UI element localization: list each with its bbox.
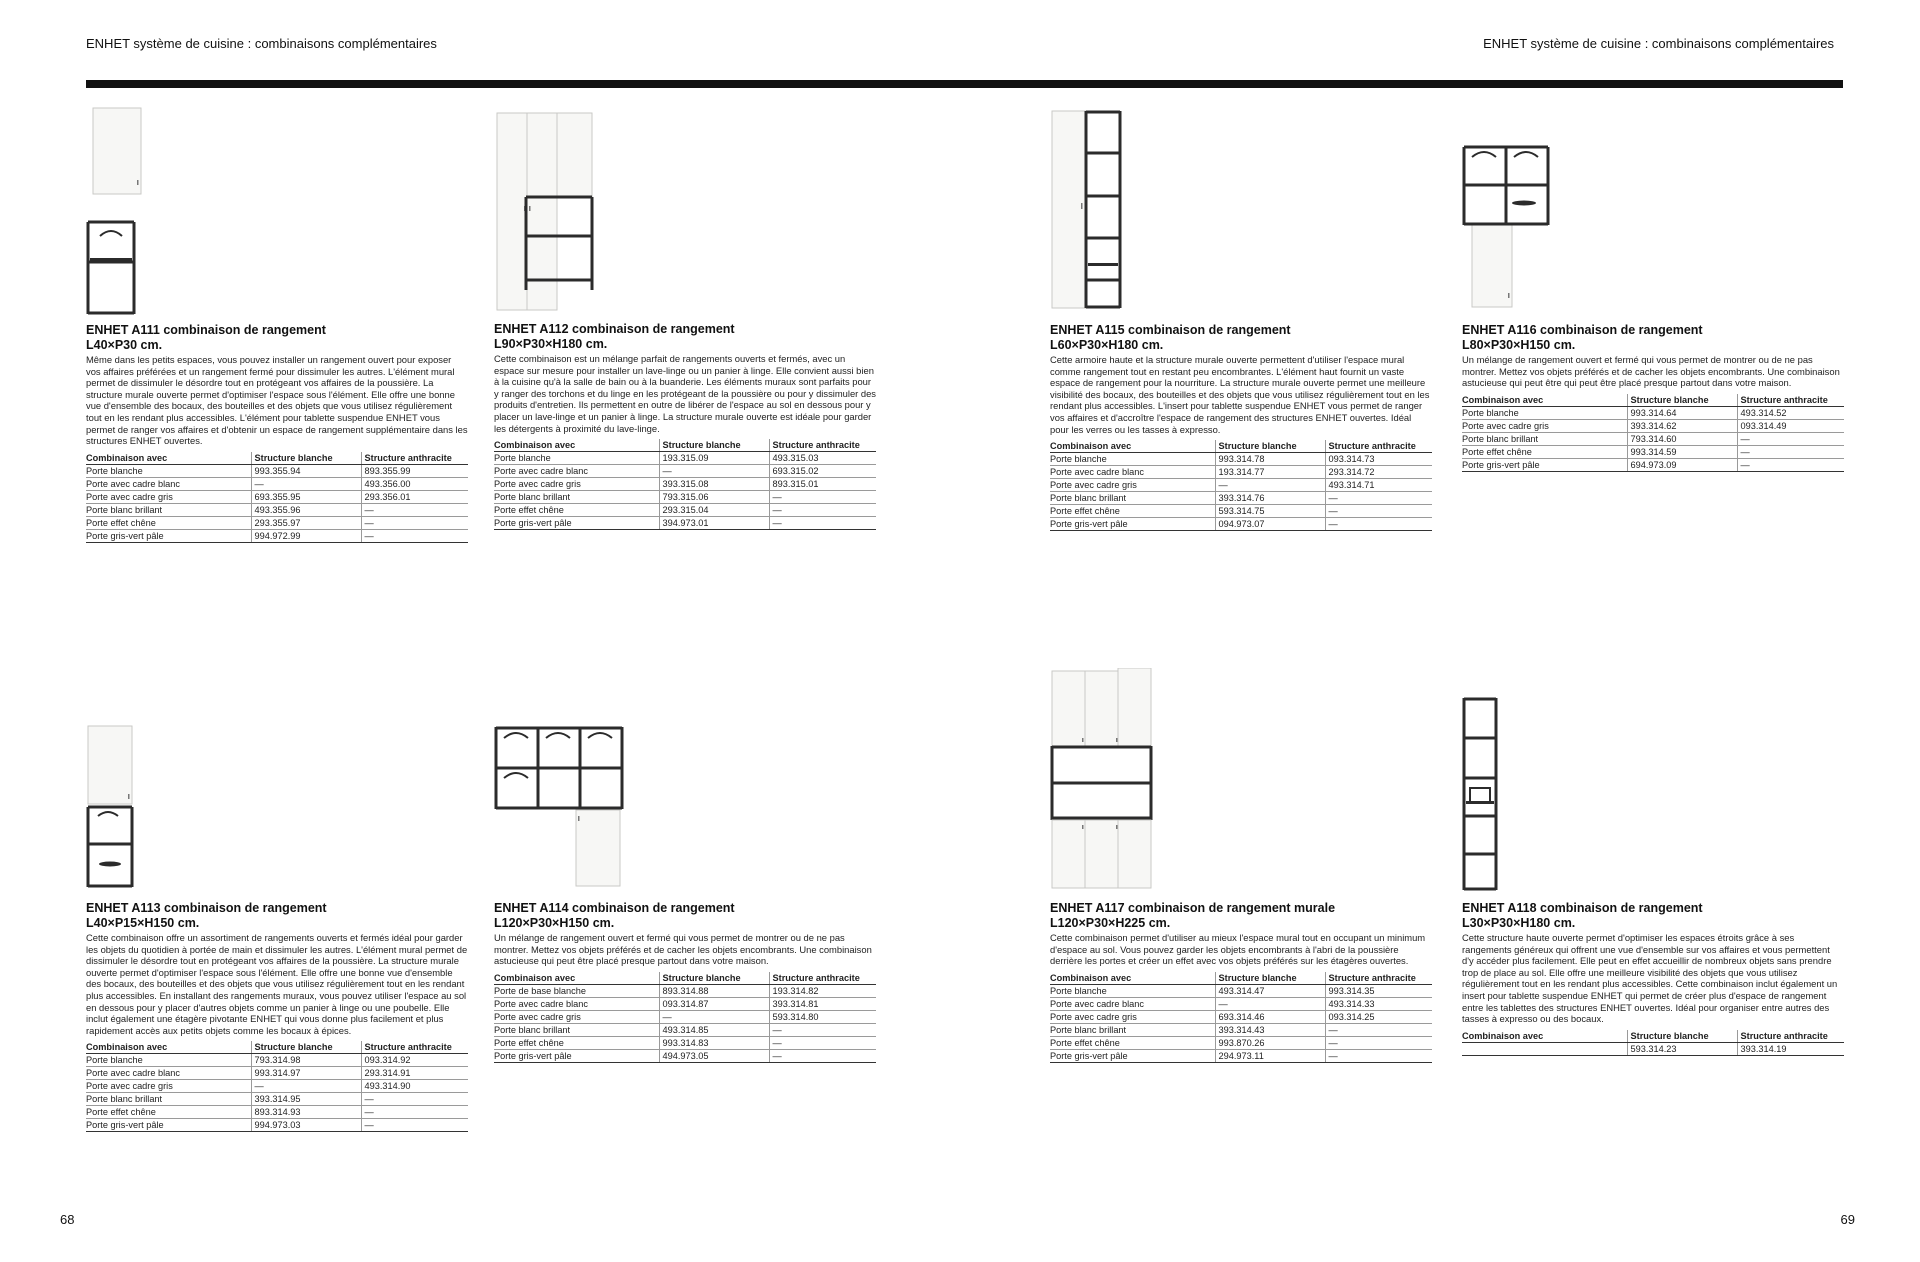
white-code: 793.314.98 [251, 1054, 361, 1067]
combo-cell: Porte blanche [86, 1054, 251, 1067]
product-description: Cette combinaison offre un assortiment de rangements ouverts et fermés idéal pour garder les objets du quotidien à portée de main et dissimuler les autres. L'élément mural permet de dissimuler le désordre tout en protégeant vos affaires de la poussière. La structure murale ouverte permet d'optimiser l'espace sous l'élément. Elle offre une bonne vue d'ensemble des bocaux, des bouteilles et des objets que vous utilisez régulièrement tout en les rendant plus accessibles. En installant des rangements muraux, vous pouvez utiliser l'espace au sol en dessous pour y placer d'autres objets comme un panier à linge ou une poubelle. Elle inclut également une étagère pivotante ENHET qui vous donne plus facilement et plus rapidement accès aux petits objets comme les bocaux à épices. [86, 932, 468, 1036]
combo-cell: Porte blanc brillant [1050, 492, 1215, 505]
white-code: 893.314.88 [659, 984, 769, 997]
table-row [1050, 984, 1432, 997]
col-header-combination: Combinaison avec [1050, 972, 1215, 985]
a112-illustration [494, 110, 604, 315]
col-header-anthracite: Structure anthracite [361, 1041, 468, 1054]
white-code: — [251, 1080, 361, 1093]
header-rule [86, 80, 1843, 88]
product-a111 [86, 323, 468, 543]
combo-cell: Porte avec cadre blanc [1050, 466, 1215, 479]
anthracite-code: — [1325, 505, 1432, 518]
a111-illustration [86, 106, 156, 316]
product-dimensions: L30×P30×H180 cm. [1462, 916, 1576, 930]
white-code: 193.315.09 [659, 452, 769, 465]
table-row [1462, 458, 1844, 471]
anthracite-code: — [361, 516, 468, 529]
white-code: 993.314.59 [1627, 445, 1737, 458]
combo-cell: Porte blanche [1462, 406, 1627, 419]
white-code: 294.973.11 [1215, 1049, 1325, 1062]
combo-cell: Porte blanc brillant [1462, 432, 1627, 445]
article-table [1050, 972, 1432, 1063]
combo-cell: Porte avec cadre gris [494, 478, 659, 491]
white-code: 493.355.96 [251, 503, 361, 516]
col-header-combination: Combinaison avec [1050, 440, 1215, 453]
white-code: 393.314.95 [251, 1093, 361, 1106]
white-code: 394.973.01 [659, 517, 769, 530]
combo-cell: Porte gris-vert pâle [1462, 458, 1627, 471]
table-row [86, 529, 468, 542]
table-row [1050, 492, 1432, 505]
anthracite-code: 093.314.49 [1737, 419, 1844, 432]
anthracite-code: — [769, 1036, 876, 1049]
table-row [1050, 997, 1432, 1010]
combo-cell: Porte de base blanche [494, 984, 659, 997]
table-row [494, 1010, 876, 1023]
white-code: 993.314.83 [659, 1036, 769, 1049]
table-row [86, 1080, 468, 1093]
table-row [1462, 419, 1844, 432]
combo-cell: Porte avec cadre gris [86, 1080, 251, 1093]
anthracite-code: 493.314.71 [1325, 479, 1432, 492]
anthracite-code: — [1737, 432, 1844, 445]
combo-cell: Porte avec cadre blanc [494, 997, 659, 1010]
anthracite-code: — [1737, 458, 1844, 471]
product-description: Même dans les petits espaces, vous pouvez installer un rangement ouvert pour exposer vos affaires préférées et un rangement fermé pour dissimuler les autres. L'élément mural permet de dissimuler le désordre tout en protégeant vos affaires de la poussière. La structure murale ouverte permet d'optimiser l'espace sous l'élément. Elle offre une bonne vue d'ensemble des bocaux, des bouteilles et des objets que vous utilisez régulièrement tout en les rendant plus accessibles. L'élément pour tablette suspendue ENHET vous permet de ranger vos affaires et d'obtenir un espace de rangement supplémentaire dans les structures ENHET ouvertes. [86, 354, 468, 447]
combo-cell: Porte blanc brillant [86, 1093, 251, 1106]
product-a118 [1462, 901, 1844, 1056]
anthracite-code: — [1325, 1036, 1432, 1049]
white-code: 993.314.78 [1215, 453, 1325, 466]
white-code: 993.870.26 [1215, 1036, 1325, 1049]
white-code: 393.314.43 [1215, 1023, 1325, 1036]
article-table [494, 439, 876, 530]
table-row [494, 491, 876, 504]
anthracite-code: 993.314.35 [1325, 984, 1432, 997]
combo-cell: Porte blanche [1050, 453, 1215, 466]
table-row [86, 1093, 468, 1106]
product-dimensions: L80×P30×H150 cm. [1462, 338, 1576, 352]
table-row [1050, 1010, 1432, 1023]
col-header-white: Structure blanche [251, 452, 361, 465]
page-number-right: 69 [1840, 1212, 1855, 1227]
running-header-right: ENHET système de cuisine : combinaisons complémentaires [1483, 36, 1834, 51]
white-code: — [1215, 997, 1325, 1010]
combo-cell: Porte avec cadre blanc [86, 1067, 251, 1080]
product-title: ENHET A118 combinaison de rangement [1462, 901, 1703, 915]
product-a116 [1462, 323, 1844, 472]
combo-cell: Porte avec cadre gris [1462, 419, 1627, 432]
white-code: 393.315.08 [659, 478, 769, 491]
table-row [86, 503, 468, 516]
a116-illustration-svg [1462, 143, 1557, 313]
table-row [494, 517, 876, 530]
a113-illustration [86, 724, 156, 889]
white-code: 293.315.04 [659, 504, 769, 517]
white-code: 694.973.09 [1627, 458, 1737, 471]
white-code: 593.314.23 [1627, 1042, 1737, 1055]
article-table [1050, 440, 1432, 531]
white-code: 693.355.95 [251, 490, 361, 503]
white-code: 593.314.75 [1215, 505, 1325, 518]
product-title: ENHET A112 combinaison de rangement [494, 322, 735, 336]
white-code: 393.314.62 [1627, 419, 1737, 432]
article-table [86, 452, 468, 543]
col-header-combination: Combinaison avec [1462, 394, 1627, 407]
white-code: — [251, 477, 361, 490]
product-dimensions: L90×P30×H180 cm. [494, 337, 608, 351]
product-title: ENHET A115 combinaison de rangement [1050, 323, 1291, 337]
article-table [86, 1041, 468, 1132]
table-row [494, 984, 876, 997]
article-table [494, 972, 876, 1063]
anthracite-code: — [1325, 1023, 1432, 1036]
col-header-anthracite: Structure anthracite [1325, 440, 1432, 453]
col-header-white: Structure blanche [1627, 1030, 1737, 1043]
white-code: 094.973.07 [1215, 518, 1325, 531]
anthracite-code: 493.315.03 [769, 452, 876, 465]
col-header-combination: Combinaison avec [1462, 1030, 1627, 1043]
white-code: 493.314.85 [659, 1023, 769, 1036]
table-row [1462, 432, 1844, 445]
product-a115 [1050, 323, 1432, 531]
product-title: ENHET A111 combinaison de rangement [86, 323, 326, 337]
anthracite-code: 093.314.92 [361, 1054, 468, 1067]
a112-illustration-svg [494, 110, 604, 315]
product-a112 [494, 322, 876, 530]
product-a117 [1050, 901, 1432, 1063]
product-title: ENHET A114 combinaison de rangement [494, 901, 735, 915]
anthracite-code: — [1325, 492, 1432, 505]
table-row [86, 1054, 468, 1067]
combo-cell: Porte gris-vert pâle [86, 1119, 251, 1132]
anthracite-code: 193.314.82 [769, 984, 876, 997]
table-row [494, 478, 876, 491]
product-a113 [86, 901, 468, 1132]
table-row [1462, 406, 1844, 419]
table-row [1050, 1049, 1432, 1062]
a115-illustration-svg [1050, 108, 1130, 313]
combo-cell: Porte effet chêne [86, 516, 251, 529]
table-row [494, 452, 876, 465]
a111-illustration-svg [86, 106, 156, 316]
table-row [1050, 1036, 1432, 1049]
anthracite-code: 493.314.52 [1737, 406, 1844, 419]
combo-cell: Porte blanc brillant [494, 491, 659, 504]
col-header-anthracite: Structure anthracite [769, 439, 876, 452]
anthracite-code: — [361, 1106, 468, 1119]
combo-cell: Porte effet chêne [1050, 1036, 1215, 1049]
col-header-white: Structure blanche [659, 439, 769, 452]
white-code: 993.355.94 [251, 464, 361, 477]
table-row [86, 1106, 468, 1119]
white-code: 393.314.76 [1215, 492, 1325, 505]
table-row [494, 465, 876, 478]
product-description: Un mélange de rangement ouvert et fermé qui vous permet de montrer ou de ne pas montrer. Mettez vos objets préférés et de cacher les objets encombrants. Une combinaison astucieuse qui peut être qui peut être placé presque partout dans votre maison. [1462, 354, 1840, 389]
anthracite-code: — [769, 1049, 876, 1062]
combo-cell: Porte effet chêne [494, 504, 659, 517]
table-row [494, 1023, 876, 1036]
anthracite-code: 093.314.73 [1325, 453, 1432, 466]
table-row [86, 464, 468, 477]
a113-illustration-svg [86, 724, 156, 889]
anthracite-code: 893.315.01 [769, 478, 876, 491]
white-code: — [1215, 479, 1325, 492]
table-row [86, 477, 468, 490]
combo-cell: Porte blanche [86, 464, 251, 477]
article-table [1462, 394, 1844, 472]
table-row [494, 1049, 876, 1062]
anthracite-code: — [361, 503, 468, 516]
col-header-anthracite: Structure anthracite [769, 972, 876, 985]
combo-cell: Porte gris-vert pâle [1050, 1049, 1215, 1062]
combo-cell [1462, 1042, 1627, 1055]
anthracite-code: — [769, 491, 876, 504]
combo-cell: Porte effet chêne [1050, 505, 1215, 518]
anthracite-code: — [769, 1023, 876, 1036]
anthracite-code: — [361, 1119, 468, 1132]
product-description: Cette combinaison permet d'utiliser au mieux l'espace mural tout en occupant un minimum d'espace au sol. Vous pouvez garder les objets encombrants à l'abri de la poussière derrière les portes et créer un effet avec vos objets préférés sur les étagères ouvertes. [1050, 932, 1426, 967]
combo-cell: Porte avec cadre gris [1050, 1010, 1215, 1023]
table-row [86, 1119, 468, 1132]
table-row [1050, 466, 1432, 479]
combo-cell: Porte blanc brillant [494, 1023, 659, 1036]
col-header-combination: Combinaison avec [86, 1041, 251, 1054]
white-code: 493.314.47 [1215, 984, 1325, 997]
white-code: 994.972.99 [251, 529, 361, 542]
white-code: 793.314.60 [1627, 432, 1737, 445]
table-row [1050, 453, 1432, 466]
product-dimensions: L40×P30 cm. [86, 338, 163, 352]
a117-illustration [1050, 668, 1170, 890]
col-header-combination: Combinaison avec [86, 452, 251, 465]
table-row [1462, 445, 1844, 458]
table-row [1050, 505, 1432, 518]
combo-cell: Porte avec cadre gris [494, 1010, 659, 1023]
running-header-left: ENHET système de cuisine : combinaisons complémentaires [86, 36, 437, 51]
anthracite-code: — [361, 529, 468, 542]
product-title: ENHET A113 combinaison de rangement [86, 901, 327, 915]
anthracite-code: 293.356.01 [361, 490, 468, 503]
table-row [494, 1036, 876, 1049]
white-code: 993.314.64 [1627, 406, 1737, 419]
table-row [86, 1067, 468, 1080]
col-header-white: Structure blanche [659, 972, 769, 985]
product-title: ENHET A117 combinaison de rangement murale [1050, 901, 1336, 915]
table-row [1462, 1042, 1844, 1055]
combo-cell: Porte blanche [494, 452, 659, 465]
product-dimensions: L120×P30×H225 cm. [1050, 916, 1171, 930]
combo-cell: Porte blanc brillant [1050, 1023, 1215, 1036]
page-number-left: 68 [60, 1212, 75, 1227]
product-dimensions: L120×P30×H150 cm. [494, 916, 615, 930]
anthracite-code: 493.356.00 [361, 477, 468, 490]
a117-illustration-svg [1050, 668, 1170, 890]
combo-cell: Porte blanche [1050, 984, 1215, 997]
col-header-white: Structure blanche [1215, 440, 1325, 453]
anthracite-code: 093.314.25 [1325, 1010, 1432, 1023]
white-code: 193.314.77 [1215, 466, 1325, 479]
a114-illustration-svg [494, 724, 629, 889]
combo-cell: Porte effet chêne [494, 1036, 659, 1049]
a115-illustration [1050, 108, 1130, 313]
white-code: — [659, 465, 769, 478]
a116-illustration [1462, 143, 1557, 313]
white-code: 994.973.03 [251, 1119, 361, 1132]
white-code: 993.314.97 [251, 1067, 361, 1080]
col-header-combination: Combinaison avec [494, 439, 659, 452]
a118-illustration-svg [1462, 696, 1512, 892]
combo-cell: Porte avec cadre blanc [494, 465, 659, 478]
col-header-white: Structure blanche [1215, 972, 1325, 985]
col-header-white: Structure blanche [1627, 394, 1737, 407]
combo-cell: Porte avec cadre blanc [86, 477, 251, 490]
combo-cell: Porte gris-vert pâle [86, 529, 251, 542]
table-row [1050, 518, 1432, 531]
combo-cell: Porte effet chêne [86, 1106, 251, 1119]
anthracite-code: — [1325, 1049, 1432, 1062]
product-title: ENHET A116 combinaison de rangement [1462, 323, 1703, 337]
col-header-anthracite: Structure anthracite [1737, 1030, 1844, 1043]
white-code: — [659, 1010, 769, 1023]
combo-cell: Porte avec cadre blanc [1050, 997, 1215, 1010]
table-row [1050, 1023, 1432, 1036]
product-description: Un mélange de rangement ouvert et fermé qui vous permet de montrer ou de ne pas montrer. Mettez vos objets préférés et de cacher les objets encombrants. Une combinaison astucieuse qui peut être placé presque partout dans votre maison. [494, 932, 872, 967]
col-header-anthracite: Structure anthracite [1325, 972, 1432, 985]
white-code: 893.314.93 [251, 1106, 361, 1119]
table-row [1050, 479, 1432, 492]
combo-cell: Porte avec cadre gris [1050, 479, 1215, 492]
white-code: 093.314.87 [659, 997, 769, 1010]
combo-cell: Porte gris-vert pâle [1050, 518, 1215, 531]
anthracite-code: 893.355.99 [361, 464, 468, 477]
anthracite-code: 493.314.90 [361, 1080, 468, 1093]
product-description: Cette armoire haute et la structure murale ouverte permettent d'utiliser l'espace mural comme rangement tout en restant peu encombrantes. L'élément haut fournit un vaste espace de rangement pour la nourriture. La structure murale ouverte permet une meilleure visibilité des bocaux, des bouteilles et des objets que vous utilisez régulièrement tout en les rendant plus accessibles. L'insert pour tablette suspendue ENHET vous permet de ranger vos affaires et d'accroître l'espace de rangement des structures ENHET ouvertes. Idéal pour les verres ou les tasses à expresso. [1050, 354, 1430, 435]
anthracite-code: 393.314.19 [1737, 1042, 1844, 1055]
combo-cell: Porte gris-vert pâle [494, 1049, 659, 1062]
anthracite-code: — [769, 504, 876, 517]
anthracite-code: 693.315.02 [769, 465, 876, 478]
a118-illustration [1462, 696, 1512, 892]
white-code: 494.973.05 [659, 1049, 769, 1062]
col-header-anthracite: Structure anthracite [361, 452, 468, 465]
anthracite-code: — [1325, 518, 1432, 531]
col-header-anthracite: Structure anthracite [1737, 394, 1844, 407]
white-code: 293.355.97 [251, 516, 361, 529]
combo-cell: Porte effet chêne [1462, 445, 1627, 458]
table-row [86, 516, 468, 529]
anthracite-code: 593.314.80 [769, 1010, 876, 1023]
anthracite-code: — [361, 1093, 468, 1106]
product-dimensions: L60×P30×H180 cm. [1050, 338, 1164, 352]
product-description: Cette structure haute ouverte permet d'optimiser les espaces étroits grâce à ses rangements généreux qui offrent une vue d'ensemble sur vos affaires et vous permettent d'y accéder plus facilement. Elle peut en effet accueillir de nombreux objets sans prendre trop de place au sol. Elle offre une meilleure visibilité des objets que vous utilisez régulièrement tout en les rendant plus accessibles. Cette combinaison inclut également un insert pour tablette suspendue ENHET qui permet de créer plus d'espace de rangement entre les tablettes des structures ENHET ouvertes. Idéal pour organiser entre autres des tasses à expresso ou des bocaux. [1462, 932, 1838, 1025]
article-table [1462, 1030, 1844, 1056]
anthracite-code: — [769, 517, 876, 530]
product-dimensions: L40×P15×H150 cm. [86, 916, 200, 930]
product-a114 [494, 901, 876, 1063]
table-row [86, 490, 468, 503]
anthracite-code: 393.314.81 [769, 997, 876, 1010]
anthracite-code: 293.314.72 [1325, 466, 1432, 479]
col-header-combination: Combinaison avec [494, 972, 659, 985]
combo-cell: Porte blanc brillant [86, 503, 251, 516]
table-row [494, 504, 876, 517]
table-row [494, 997, 876, 1010]
white-code: 793.315.06 [659, 491, 769, 504]
combo-cell: Porte gris-vert pâle [494, 517, 659, 530]
anthracite-code: — [1737, 445, 1844, 458]
anthracite-code: 293.314.91 [361, 1067, 468, 1080]
col-header-white: Structure blanche [251, 1041, 361, 1054]
product-description: Cette combinaison est un mélange parfait de rangements ouverts et fermés, avec un espace sur mesure pour installer un lave-linge ou un panier à linge. Elle convient aussi bien à la cuisine qu'à la salle de bain ou à la buanderie. Les éléments muraux sont parfaits pour y ranger des torchons et du linge en les protégeant de la poussière ou pour y dissimuler des produits d'entretien. Ils permettent en outre de libérer de l'espace au sol en dessous pour y placer un lave-linge et un panier à linge. La structure murale ouverte est idéale pour garder les détergents à proximité du lave-linge. [494, 353, 876, 434]
anthracite-code: 493.314.33 [1325, 997, 1432, 1010]
a114-illustration [494, 724, 629, 889]
combo-cell: Porte avec cadre gris [86, 490, 251, 503]
white-code: 693.314.46 [1215, 1010, 1325, 1023]
